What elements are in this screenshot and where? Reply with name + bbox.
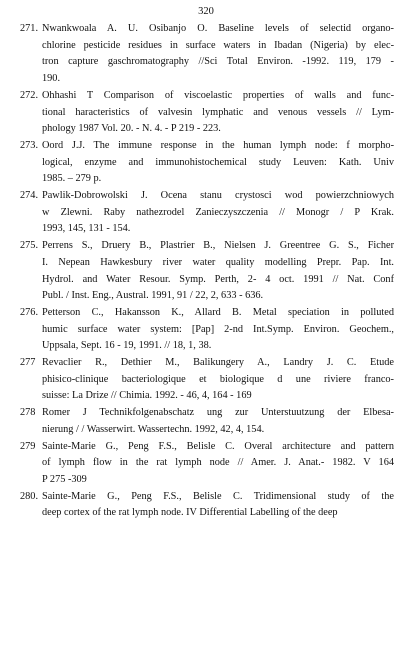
reference-item bbox=[20, 88, 394, 138]
reference-text bbox=[42, 355, 394, 405]
reference-item bbox=[20, 138, 394, 188]
reference-line: P 275 -309 bbox=[42, 473, 87, 485]
reference-number: 273. bbox=[20, 139, 39, 151]
reference-item bbox=[20, 238, 394, 305]
reference-line: phisico-clinique bacteriologique et biologique d une riviere franco- bbox=[42, 373, 394, 385]
reference-line: tron capture gaschromatography //Sci Total Environ. -1992. 119, 179 - bbox=[42, 56, 394, 68]
page-number: 320 bbox=[198, 6, 214, 17]
reference-text bbox=[42, 188, 394, 238]
reference-number: 277 bbox=[20, 357, 36, 369]
reference-line: Oord J.J. The immune response in the human lymph node: f morpho- bbox=[42, 139, 394, 151]
reference-line: Sainte-Marie G., Peng F.S., Belisle C. Tridimensional study of the bbox=[42, 490, 394, 502]
reference-line: Sainte-Marie G., Peng F.S., Belisle C. Overal architecture and pattern bbox=[42, 440, 394, 452]
reference-number: 275. bbox=[20, 240, 39, 252]
reference-line: tional haracteristics of valvesin lymphatic and venous vessels // Lym- bbox=[42, 106, 394, 118]
reference-line: Ohhashi T Comparison of viscoelastic properties of walls and func- bbox=[42, 89, 394, 101]
reference-line: Romer J Technikfolgenabschatz ung zur Unterstuutzung der Elbesa- bbox=[42, 407, 394, 419]
reference-item bbox=[20, 21, 394, 88]
reference-item bbox=[20, 439, 394, 489]
reference-line: Perrens S., Druery B., Plastrier B., Nielsen J. Greentree G. S., Ficher bbox=[42, 240, 394, 252]
reference-line: deep cortex of the rat lymph node. IV Differential Labelling of the deep bbox=[42, 507, 338, 519]
reference-list bbox=[20, 21, 394, 522]
reference-line: suisse: La Drize // Chimia. 1992. - 46, 4, 164 - 169 bbox=[42, 390, 252, 402]
reference-line: Uppsala, Sept. 16 - 19, 1991. // 18, 1, 38. bbox=[42, 340, 212, 352]
reference-text bbox=[42, 305, 394, 355]
reference-item bbox=[20, 305, 394, 355]
reference-number: 271. bbox=[20, 23, 39, 34]
reference-line: I. Nepean Hawkesbury river water quality modelling Prepr. Pap. Int. bbox=[42, 256, 394, 268]
reference-text bbox=[42, 439, 394, 489]
reference-item bbox=[20, 188, 394, 238]
reference-line: 1993, 145, 131 - 154. bbox=[42, 223, 131, 235]
reference-line: w Zlewni. Raby nathezrodel Zanieczyszczenia // Monogr / P Krak. bbox=[42, 206, 394, 218]
reference-item bbox=[20, 489, 394, 522]
reference-text bbox=[42, 405, 394, 438]
reference-line: Hydrol. and Water Resour. Symp. Perth, 2- 4 oct. 1991 // Nat. Conf bbox=[42, 273, 394, 285]
reference-number: 274. bbox=[20, 190, 39, 202]
reference-line: Petterson C., Hakansson K., Allard B. Metal speciation in polluted bbox=[42, 306, 394, 318]
reference-number: 276. bbox=[20, 306, 39, 318]
reference-item bbox=[20, 355, 394, 405]
reference-line: 1985. – 279 p. bbox=[42, 173, 102, 185]
reference-line: Publ. / Inst. Eng., Austral. 1991, 91 / 22, 2, 633 - 636. bbox=[42, 290, 264, 302]
reference-text bbox=[42, 138, 394, 188]
reference-line: 190. bbox=[42, 73, 61, 85]
reference-text bbox=[42, 489, 394, 522]
reference-line: of lymph flow in the rat lymph node // Amer. J. Anat.- 1982. V 164 bbox=[42, 457, 394, 469]
reference-number: 279 bbox=[20, 440, 36, 452]
reference-line: Pawlik-Dobrowolski J. Ocena stanu crystosci wod powierzchniowych bbox=[42, 190, 394, 202]
reference-line: Nwankwoala A. U. Osibanjo O. Baseline levels of selectid organo- bbox=[42, 23, 394, 34]
reference-number: 278 bbox=[20, 407, 36, 419]
reference-number: 272. bbox=[20, 89, 39, 101]
reference-line: chlorine pesticide residues in surface waters in Ibadan (Nigeria) by elec- bbox=[42, 39, 394, 51]
reference-text bbox=[42, 88, 394, 138]
reference-line: Revaclier R., Dethier M., Balikungery A., Landry J. C. Etude bbox=[42, 357, 394, 369]
reference-number: 280. bbox=[20, 490, 39, 502]
reference-text bbox=[42, 238, 394, 305]
reference-line: phology 1987 Vol. 20. - N. 4. - P 219 - 223. bbox=[42, 123, 221, 135]
reference-line: nierung / / Wasserwirt. Wassertechn. 1992, 42, 4, 154. bbox=[42, 423, 265, 435]
reference-line: humic surface water system: [Pap] 2-nd Int.Symp. Environ. Geochem., bbox=[42, 323, 394, 335]
reference-text bbox=[42, 21, 394, 88]
reference-line: logical, enzyme and immunohistochemical study Leuven: Kath. Univ bbox=[42, 156, 394, 168]
reference-item bbox=[20, 405, 394, 438]
